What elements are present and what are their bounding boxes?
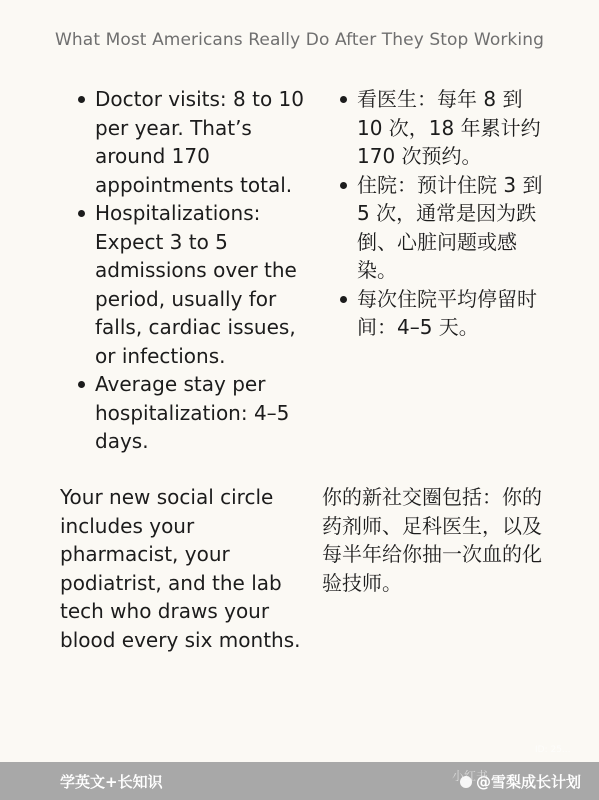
page-title: What Most Americans Really Do After They Stop Working [55,30,544,50]
watermark-id: ID: 25... [535,745,571,755]
english-paragraph: Your new social circle includes your pharmacist, your podiatrist, and the lab tech who draws your blood every six months. [60,485,301,652]
english-bullet-item: Average stay per hospitalization: 4–5 days. [60,370,305,456]
platform-watermark: 小红书 [452,769,489,783]
chinese-paragraph: 你的新社交圈包括：你的药剂师、足科医生，以及每半年给你抽一次血的化验技师。 [322,485,542,595]
chinese-paragraph-block [322,483,547,597]
chinese-bullet-item: 每次住院平均停留时间：4–5 天。 [322,285,547,342]
author-handle-text: @雪梨成长计划 [475,773,581,791]
chinese-bullet-item: 住院：预计住院 3 到 5 次，通常是因为跌倒、心脏问题或感染。 [322,171,547,285]
footer-bar [0,762,599,800]
english-paragraph-block [60,483,305,654]
chinese-bullet-list [322,85,547,342]
chinese-bullet-item: 看医生：每年 8 到 10 次，18 年累计约 170 次预约。 [322,85,547,171]
english-bullet-item: Hospitalizations: Expect 3 to 5 admissions over the period, usually for falls, cardiac issues, or infections. [60,199,305,370]
footer-slogan: 学英文+长知识 [60,773,163,791]
english-bullet-item: Doctor visits: 8 to 10 per year. That’s around 170 appointments total. [60,85,305,199]
english-bullet-list [60,85,305,456]
